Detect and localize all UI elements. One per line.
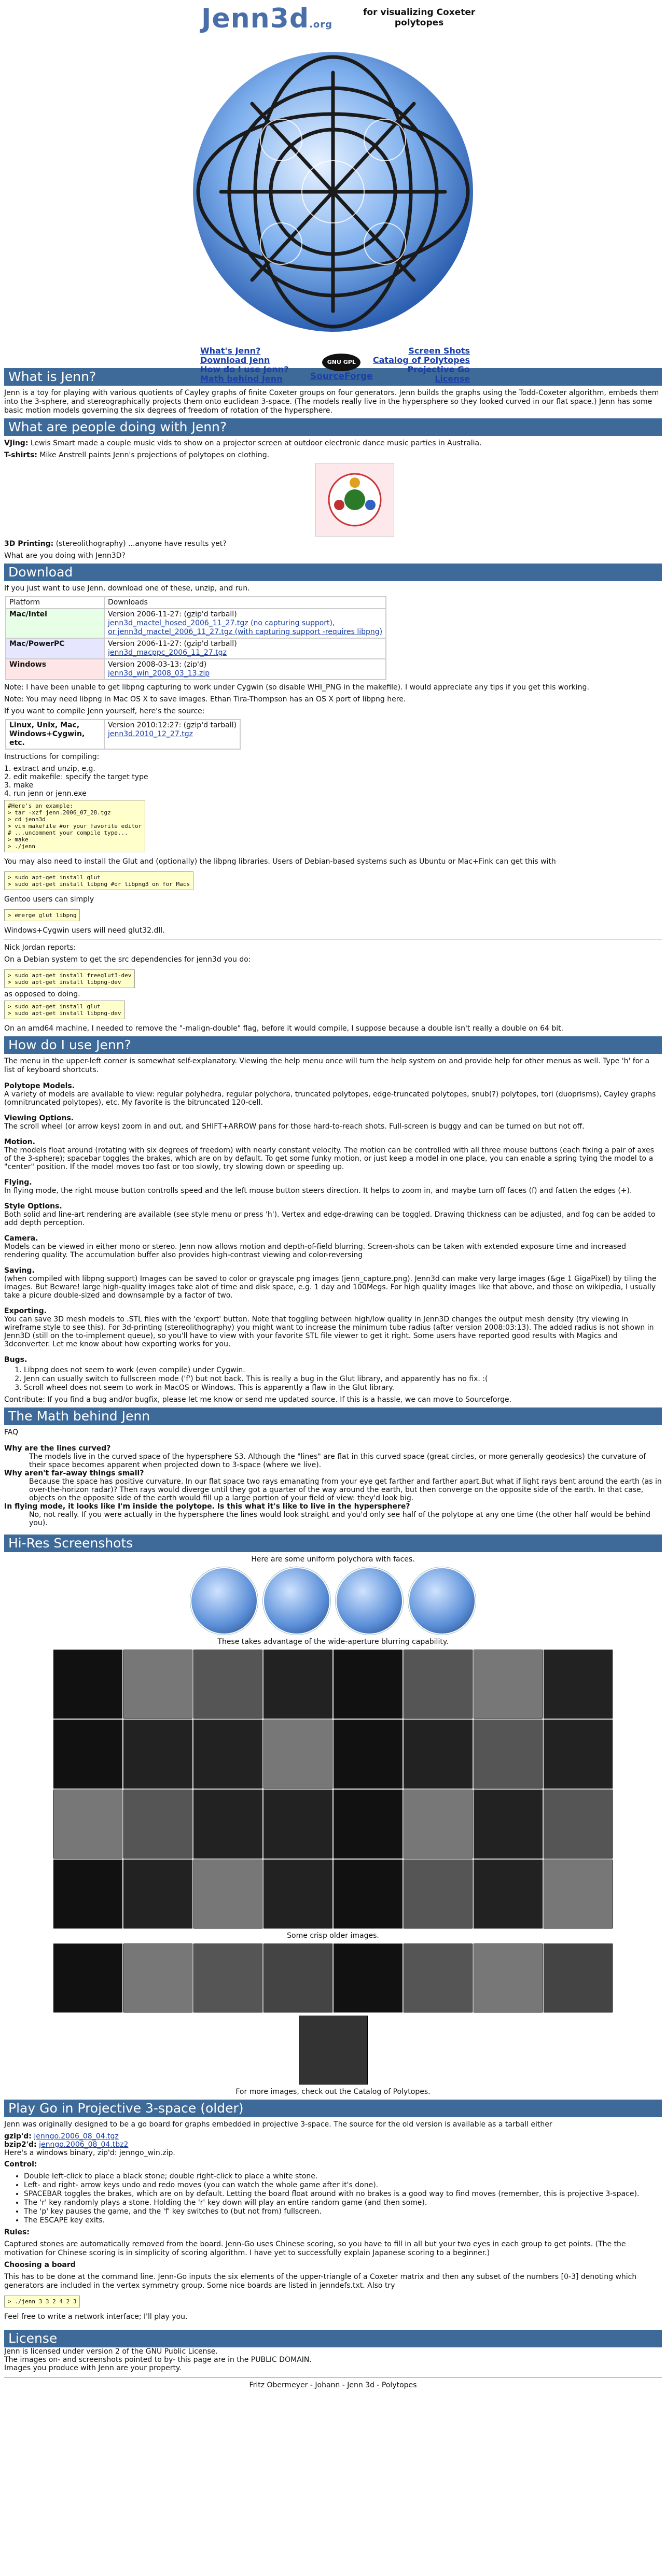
polychoron-thumbnail[interactable] [263, 1567, 330, 1635]
footer-links[interactable]: Fritz Obermeyer - Johann - Jenn 3d - Polytopes [4, 2377, 662, 2389]
faq-label: FAQ [4, 1428, 19, 1437]
instr-list [4, 765, 662, 798]
faq-a3: No, not really. If you were actually in the hypersphere the lines would look straight and you'd only see half of the polytope at any one time (the other half would be behind you). [29, 1511, 651, 1527]
faces-row [4, 1567, 662, 1635]
what-text: Jenn is a toy for playing with various quotients of Cayley graphs of finite Coxeter groups on four generators. Jenn builds the graphs using the Todd-Coxeter algorithm, embeds them into the 3-sphere, and stereographically projects them onto euclidean 3-space. (The models really live in the hypersphere so they looked curved in our flat space.) Jenn has some basic motion models governing the six degrees of freedom of rotation of the hypersphere. [4, 389, 659, 415]
download-table [5, 596, 386, 680]
howto-heading: Polytope Models. [4, 1082, 75, 1090]
code-emerge: > emerge glut libpng [4, 909, 80, 921]
screenshot-thumbnail[interactable] [53, 1650, 122, 1719]
howto-heading: Flying. [4, 1178, 32, 1187]
wincyg-text: Windows+Cygwin users will need glut32.dll. [4, 926, 165, 935]
sourceforge-link[interactable]: SourceForge [310, 371, 373, 382]
printing-label: 3D Printing: [4, 540, 54, 548]
screenshot-thumbnail[interactable] [404, 1720, 473, 1789]
screenshot-thumbnail[interactable] [263, 1790, 332, 1859]
screenshot-thumbnail[interactable] [123, 1944, 192, 2012]
howto-text: A variety of models are available to view: regular polyhedra, regular polychora, truncated polytopes, edge-truncated polytopes, snub(?) polytopes, tori (duoprisms), Cayley graphs (omnitruncated polytopes), etc. My favorite is the bitruncated 120-cell. [4, 1090, 656, 1107]
section-math-title: The Math behind Jenn [4, 1407, 662, 1425]
screenshot-thumbnail[interactable] [544, 1720, 613, 1789]
go-win-line: Here's a windows binary, zip'd: jenngo_win.zip. [4, 2149, 175, 2157]
doing-ask: What are you doing with Jenn3D? [4, 552, 126, 560]
version-text: Version 2008-03-13: (zip'd) [108, 660, 207, 669]
screenshot-thumbnail[interactable] [334, 1944, 403, 2012]
source-row [6, 720, 240, 749]
go-gzip-line [4, 2132, 662, 2141]
screenshot-thumbnail[interactable] [474, 1860, 543, 1929]
section-go-title: Play Go in Projective 3-space (older) [4, 2100, 662, 2117]
blur-grid [4, 1650, 662, 1929]
board-title: Choosing a board [4, 2261, 76, 2269]
screenshot-thumbnail[interactable] [404, 1650, 473, 1719]
screenshot-thumbnail[interactable] [53, 1720, 122, 1789]
note-libpng: Note: You may need libpng in Mac OS X to save images. Ethan Tira-Thompson has an OS X port of libpng here. [4, 695, 406, 703]
section-what-title: What is Jenn? [4, 368, 662, 386]
instr-step: 2. edit makefile: specify the target type [4, 773, 148, 781]
faq-q1: Why are the lines curved? [4, 1444, 111, 1453]
howto-text: Both solid and line-art rendering are available (see style menu or press 'h'). Vertex and edge-drawing can be toggled. Drawing thickness can be adjusted, and fog can be added to add depth perception. [4, 1210, 656, 1227]
source-cell [104, 720, 240, 749]
note-cygwin: Note: I have been unable to get libpng capturing to work under Cygwin (so disable WHI_PNG in the makefile). I would appreciate any tips if you get this working. [4, 683, 589, 692]
screenshot-thumbnail[interactable] [474, 1790, 543, 1859]
howto-heading: Saving. [4, 1266, 35, 1275]
faq-q2: Why aren't far-away things small? [4, 1469, 144, 1477]
gzip-link[interactable]: jenngo.2006_08_04.tgz [34, 2132, 119, 2141]
src-link[interactable]: jenn3d.2010_12_27.tgz [108, 730, 193, 738]
logo-suffix: .org [309, 19, 333, 30]
bugs-title: Bugs. [4, 1356, 27, 1364]
tshirts-label: T-shirts: [4, 451, 37, 459]
nick-text-2: On a Debian system to get the src dependencies for jenn3d you do: [4, 955, 251, 964]
screenshot-thumbnail[interactable] [123, 1720, 192, 1789]
vjing-label: VJing: [4, 439, 29, 447]
download-cell [104, 609, 386, 638]
gnu-gpl-badge[interactable]: GNU GPL [322, 354, 360, 371]
screenshot-thumbnail[interactable] [334, 1790, 403, 1859]
col-downloads: Downloads [104, 597, 386, 609]
src-version: Version 2010:12:27: (gzip'd tarball) [108, 721, 237, 729]
polychoron-thumbnail[interactable] [408, 1567, 476, 1635]
control-title: Control: [4, 2160, 37, 2169]
section-shots-title: Hi-Res Screenshots [4, 1535, 662, 1552]
section-doing-title: What are people doing with Jenn? [4, 418, 662, 436]
nav-left [200, 346, 288, 384]
compile-intro: If you want to compile Jenn yourself, here's the source: [4, 707, 205, 715]
rules-text: Captured stones are automatically removed from the board. Jenn-Go uses Chinese scoring, so you have to fill in all but your two eyes in each group to get points. (The the motivation for Chinese scoring is in simplicity of scoring algorithm. I have yet to successfully explain Japanese scoring to a beginner.) [4, 2240, 626, 2257]
nav-math[interactable]: Math behind Jenn [200, 374, 283, 384]
screenshot-thumbnail[interactable] [53, 1790, 122, 1859]
license-line-2: The images on- and screenshots pointed to by- this page are in the PUBLIC DOMAIN. [4, 2356, 312, 2364]
download-cell [104, 638, 386, 659]
howto-heading: Exporting. [4, 1307, 47, 1315]
faces-caption: Here are some uniform polychora with faces. [251, 1555, 415, 1564]
source-table [5, 719, 241, 750]
bug-item: 1. Libpng does not seem to work (even compile) under Cygwin. [24, 1366, 662, 1375]
screenshot-thumbnail[interactable] [193, 1650, 262, 1719]
control-item: • The 'r' key randomly plays a stone. Holding the 'r' key down will play an entire random game (and then some). [24, 2199, 662, 2207]
screenshot-thumbnail[interactable] [123, 1650, 192, 1719]
polychoron-thumbnail[interactable] [190, 1567, 258, 1635]
code-debian: > sudo apt-get install freeglut3-dev > sudo apt-get install libpng-dev [4, 969, 135, 988]
vjing-paragraph [4, 439, 662, 448]
license-line-3: Images you produce with Jenn are your property. [4, 2364, 182, 2372]
polychoron-thumbnail[interactable] [336, 1567, 403, 1635]
mactel-hosed-link[interactable]: jenn3d_mactel_hosed_2006_11_27.tgz (no capturing support), [108, 619, 335, 627]
hero-polytope-image [190, 41, 476, 342]
screenshot-thumbnail[interactable] [474, 1650, 543, 1719]
download-row-windows [6, 659, 386, 680]
tshirt-polytope-icon [326, 471, 383, 528]
site-logo[interactable] [201, 3, 332, 34]
logo-text: Jenn3d [201, 3, 310, 34]
version-text: Version 2006-11-27: (gzip'd tarball) [108, 610, 237, 618]
go-intro: Jenn was originally designed to be a go board for graphs embedded in projective 3-space. The source for the old version is available as a tarball either [4, 2120, 552, 2129]
tshirts-paragraph [4, 451, 662, 460]
bug-item: 3. Scroll wheel does not seem to work in MacOS or Windows. This is apparently a flaw in the Glut library. [24, 1384, 662, 1392]
screenshot-thumbnail[interactable] [334, 1860, 403, 1929]
control-item: • Double left-click to place a black stone; double right-click to place a white stone. [24, 2172, 662, 2181]
bug-item: 2. Jenn can usually switch to fullscreen mode ('f') but not back. This is really a bug in the Glut library, and apparently has no fix. :( [24, 1375, 662, 1384]
amd64-text: On an amd64 machine, I needed to remove the "-malign-double" flag, before it would compile, I suppose because a double isn't really a double on 64 bit. [4, 1024, 564, 1033]
screenshot-thumbnail[interactable] [334, 1720, 403, 1789]
howto-intro: The menu in the upper-left corner is somewhat self-explanatory. Viewing the help menu once will turn the help system on and provide help for other menus as well. Type 'h' for a list of keyboard shortcuts. [4, 1057, 650, 1074]
howto-sections [4, 1082, 662, 1348]
screenshot-thumbnail[interactable] [123, 1790, 192, 1859]
col-platform: Platform [6, 597, 104, 609]
instr-step: 4. run jenn or jenn.exe [4, 790, 87, 798]
screenshot-thumbnail[interactable] [263, 1860, 332, 1929]
screenshot-thumbnail[interactable] [544, 1944, 613, 2012]
control-item: • Left- and right- arrow keys undo and redo moves (you can watch the whole game after it's done). [24, 2181, 662, 2190]
crisp-grid [4, 1944, 662, 2012]
printing-paragraph [4, 540, 662, 548]
screenshot-thumbnail[interactable] [123, 1860, 192, 1929]
os-source: Linux, Unix, Mac, Windows+Cygwin, etc. [6, 720, 104, 749]
instr-title: Instructions for compiling: [4, 753, 100, 761]
screenshot-thumbnail[interactable] [263, 1944, 332, 2012]
faq-a2: Because the space has positive curvature. In our flat space two rays emanating from your eye get farther and farther apart.But what if light rays bent around the earth (as in over-the-horizon radar)? Then rays would diverge until they got a quarter of the way around the earth, but then converge on the opposite side of the earth. In that case, objects on the opposite side of the earth would fill up a large portion of your field of view: they'd look big. [29, 1477, 662, 1502]
tshirts-text: Mike Anstrell paints Jenn's projections of polytopes on clothing. [39, 451, 270, 459]
tagline-line-1: for visualizing Coxeter [363, 7, 476, 18]
code-debian-old: > sudo apt-get install glut > sudo apt-get install libpng-dev [4, 1001, 125, 1019]
howto-text: In flying mode, the right mouse button controlls speed and the left mouse button steers direction. It helps to zoom in, and maybe turn off faces (f) and fatten the edges (+). [4, 1187, 632, 1195]
screenshot-thumbnail[interactable] [299, 2016, 368, 2085]
crisp-extra-row [4, 2016, 662, 2085]
tagline-line-2: polytopes [394, 18, 444, 28]
nav-download[interactable]: Download Jenn [200, 355, 270, 365]
printing-text: (stereolithography) ...anyone have results yet? [56, 540, 227, 548]
more-images-text: For more images, check out the Catalog of Polytopes. [235, 2088, 431, 2096]
screenshot-thumbnail[interactable] [193, 1790, 262, 1859]
screenshot-thumbnail[interactable] [53, 1944, 122, 2012]
rules-title: Rules: [4, 2228, 30, 2236]
os-mac-intel: Mac/Intel [6, 609, 104, 638]
screenshot-thumbnail[interactable] [193, 1860, 262, 1929]
opposed-text: as opposed to doing. [4, 990, 80, 998]
code-apt-get: > sudo apt-get install glut > sudo apt-get install libpng #or libpng3 on for Macs [4, 871, 193, 890]
divider [4, 939, 662, 940]
gzip-label: gzip'd: [4, 2132, 32, 2141]
contribute-text: Contribute: If you find a bug and/or bugfix, please let me know or send me updated source. If this is a hassle, we can move to Sourceforge. [4, 1396, 512, 1404]
version-text: Version 2006-11-27: (gzip'd tarball) [108, 640, 237, 648]
gentoo-text: Gentoo users can simply [4, 895, 94, 904]
vjing-text: Lewis Smart made a couple music vids to show on a projector screen at outdoor electronic dance music parties in Australia. [30, 439, 482, 447]
network-text: Feel free to write a network interface; I'll play you. [4, 2313, 188, 2321]
macppc-link[interactable]: jenn3d_macppc_2006_11_27.tgz [108, 649, 227, 657]
crisp-caption: Some crisp older images. [287, 1932, 379, 1940]
os-mac-ppc: Mac/PowerPC [6, 638, 104, 659]
download-intro: If you just want to use Jenn, download one of these, unzip, and run. [4, 584, 250, 593]
nav-catalog[interactable]: Catalog of Polytopes [372, 355, 470, 365]
screenshot-thumbnail[interactable] [474, 1944, 543, 2012]
screenshot-thumbnail[interactable] [404, 1944, 473, 2012]
screenshot-thumbnail[interactable] [404, 1860, 473, 1929]
howto-heading: Style Options. [4, 1202, 62, 1210]
screenshot-thumbnail[interactable] [334, 1650, 403, 1719]
section-download-title: Download [4, 564, 662, 581]
instr-step: 3. make [4, 781, 34, 790]
download-row-mac-intel [6, 609, 386, 638]
howto-text: You can save 3D mesh models to .STL files with the 'export' button. Note that toggling between high/low quality in Jenn3D changes the output mesh density (try viewing in wireframe style to see this). For 3d-printing (stereolithography) you might want to increase the minimum tube radius (after version 2008:03:13). The added radius is not shown in Jenn3D (still on the to-implement queue), so you'll have to view with your favorite STL file viewer to get it right. Some users have reported good results with Magics and 3dconverter. Let me know about how exporting works for you. [4, 1315, 654, 1348]
screenshot-thumbnail[interactable] [544, 1650, 613, 1719]
nav-license[interactable]: License [435, 374, 470, 384]
howto-heading: Motion. [4, 1138, 35, 1146]
screenshot-thumbnail[interactable] [53, 1860, 122, 1929]
download-row-mac-ppc [6, 638, 386, 659]
blur-caption: These takes advantage of the wide-aperture blurring capability. [217, 1638, 449, 1646]
download-header-row [6, 597, 386, 609]
os-windows: Windows [6, 659, 104, 680]
screenshot-thumbnail[interactable] [263, 1720, 332, 1789]
glut-text: You may also need to install the Glut and (optionally) the libpng libraries. Users of Debian-based systems such as Ubuntu or Mac+Fink can get this with [4, 857, 556, 866]
screenshot-thumbnail[interactable] [544, 1790, 613, 1859]
go-bzip-line [4, 2141, 662, 2149]
control-item: • The 'p' key pauses the game, and the 'f' key switches to (but not from) fullscreen. [24, 2207, 662, 2216]
mactel-link[interactable]: or jenn3d_mactel_2006_11_27.tgz (with capturing support -requires libpng) [108, 628, 383, 636]
control-item: • The ESCAPE key exits. [24, 2216, 662, 2225]
screenshot-thumbnail[interactable] [193, 1944, 262, 2012]
howto-text: Models can be viewed in either mono or stereo. Jenn now allows motion and depth-of-field blurring. Screen-shots can be taken with extended exposure time and increased rendering quality. The accumulation buffer also provides high-contrast viewing and color-reversing [4, 1243, 627, 1259]
code-jenn-go: > ./jenn 3 3 2 4 2 3 [4, 2296, 80, 2307]
bugs-list [16, 1366, 662, 1392]
windows-link[interactable]: jenn3d_win_2008_03_13.zip [108, 669, 210, 678]
screenshot-thumbnail[interactable] [404, 1790, 473, 1859]
nav-howto[interactable]: How do I use Jenn? [200, 364, 289, 374]
screenshot-thumbnail[interactable] [263, 1650, 332, 1719]
license-line-1: Jenn is licensed under version 2 of the GNU Public License. [4, 2347, 218, 2356]
section-license-title: License [4, 2330, 662, 2347]
nav-what-is-jenn[interactable]: What's Jenn? [200, 346, 261, 356]
nav-right [373, 346, 470, 384]
control-item: • SPACEBAR toggles the brakes, which are on by default. Letting the board float around with no brakes is a good way to find moves (remember, this is projective 3-space). [24, 2190, 662, 2199]
tagline [363, 7, 475, 28]
bzip-link[interactable]: jenngo.2006_08_04.tbz2 [39, 2141, 129, 2149]
tshirt-image[interactable] [315, 463, 394, 537]
nav-middle [310, 354, 373, 382]
howto-text: (when compiled with libpng support) Images can be saved to color or grayscale png images (jenn_capture.png). Jenn3d can make very large images (&ge 1 GigaPixel) by tiling the images. But Beware! large high-quality images take alot of time and disk space, e.g. 1 day and 100Megs. For high quality images like that above, and those on wikipedia, I usually take a picure double-sized and downsample by a factor of two. [4, 1275, 657, 1300]
faq-q3: In flying mode, it looks like I'm inside the polytope. Is this what it's like to live in the hypersphere? [4, 1502, 410, 1511]
screenshot-thumbnail[interactable] [193, 1720, 262, 1789]
howto-text: The scroll wheel (or arrow keys) zoom in and out, and SHIFT+ARROW pans for those hard-to-reach shots. Full-screen is buggy and can be turned on but not off. [4, 1122, 585, 1131]
nick-text: Nick Jordan reports: [4, 944, 76, 952]
bzip-label: bzip2'd: [4, 2141, 37, 2149]
faq-a1: The models live in the curved space of the hypersphere S3. Although the "lines" are flat in this curved space (great circles, or more generally geodesics) the curvature of their space becomes apparent when projected down to 3-space (where we live). [29, 1453, 646, 1469]
howto-text: The models float around (rotating with six degrees of freedom) with nearly constant velocity. The motion can be controlled with all three mouse buttons (each fixing a pair of axes of the 3-sphere); spacebar toggles the brakes, which are on by default. To get some funky motion, or just keep a model in one place, you can enable a spring tying the model to a "center" position. If the model moves too fast or too slowly, try slowing down or speeding up. [4, 1146, 654, 1171]
code-example: #Here's an example: > tar -xzf jenn.2006_07_28.tgz > cd jenn3d > vim makefile #or your favorite editor # ...uncomment your compile type... > make > ./jenn [4, 800, 145, 852]
controls-list [16, 2172, 662, 2225]
board-text: This has to be done at the command line. Jenn-Go inputs the six elements of the upper-triangle of a Coxeter matrix and then any subset of the numbers [0-3] denoting which generators are included in the vertex symmetry group. Some nice boards are listed in jenndefs.txt. Also try [4, 2273, 637, 2290]
section-howto-title: How do I use Jenn? [4, 1036, 662, 1054]
nav-projective-go[interactable]: Projective Go [407, 364, 470, 374]
screenshot-thumbnail[interactable] [544, 1860, 613, 1929]
download-cell [104, 659, 386, 680]
instr-step: 1. extract and unzip, e.g. [4, 765, 95, 773]
screenshot-thumbnail[interactable] [474, 1720, 543, 1789]
nav-screenshots[interactable]: Screen Shots [408, 346, 470, 356]
howto-heading: Viewing Options. [4, 1114, 74, 1122]
howto-heading: Camera. [4, 1234, 38, 1243]
